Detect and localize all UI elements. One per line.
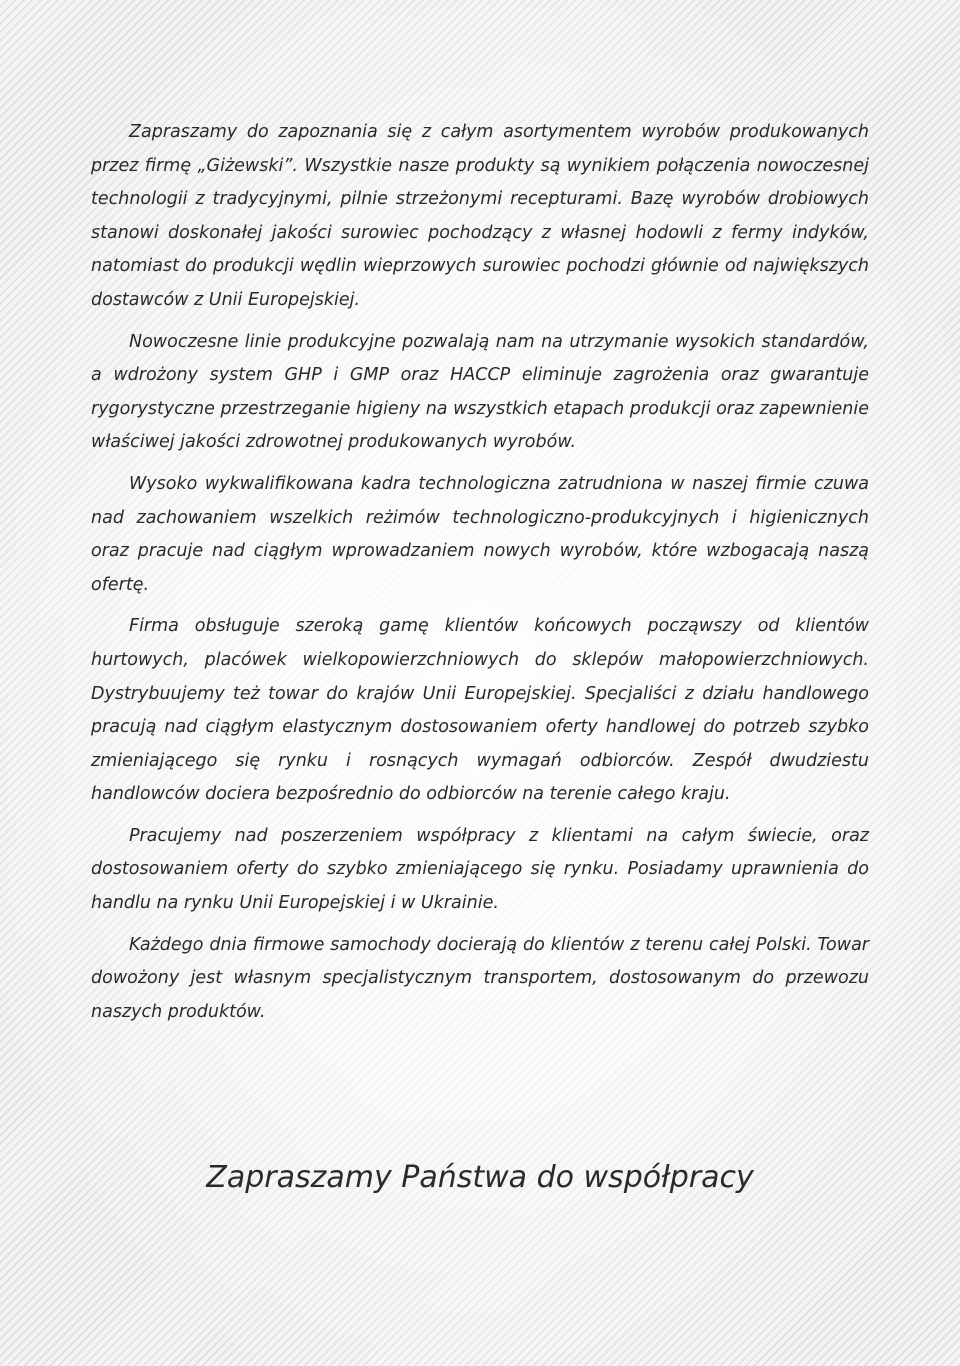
closing-invitation: Zapraszamy Państwa do współpracy — [206, 1160, 754, 1195]
paragraph-transport: Każdego dnia firmowe samochody docierają do klientów z terenu całej Polski. Towar dowożony jest własnym specjalistycznym transportem, dostosowanym do przewozu naszych produktów. — [91, 934, 869, 1022]
paragraph-production-lines: Nowoczesne linie produkcyjne pozwalają nam na utrzymanie wysokich standardów, a wdrożony system GHP i GMP oraz HACCP eliminuje zagrożenia oraz gwarantuje rygorystyczne przestrzeganie higieny na wszystkich etapach produkcji oraz zapewnienie właściwej jakości zdrowotnej produkowanych wyrobów. — [91, 331, 869, 453]
main-text-block — [91, 116, 869, 1037]
paragraph-technology-staff: Wysoko wykwalifikowana kadra technologiczna zatrudniona w naszej firmie czuwa nad zachowaniem wszelkich reżimów technologiczno-produkcyjnych i higienicznych oraz pracuje nad ciągłym wprowadzaniem nowych wyrobów, które wzbogacają naszą ofertę. — [91, 473, 869, 595]
paragraph-clients: Firma obsługuje szeroką gamę klientów końcowych począwszy od klientów hurtowych, placówek wielkopowierzchniowych do sklepów małopowierzchniowych. Dystrybuujemy też towar do krajów Unii Europejskiej. Specjaliści z działu handlowego pracują nad ciągłym elastycznym dostosowaniem oferty handlowej do potrzeb szybko zmieniającego się rynku i rosnących wymagań odbiorców. Zespół dwudziestu handlowców dociera bezpośrednio do odbiorców na terenie całego kraju. — [91, 616, 869, 805]
paragraph-cooperation: Pracujemy nad poszerzeniem współpracy z klientami na całym świecie, oraz dostosowaniem oferty do szybko zmieniającego się rynku. Posiadamy uprawnienia do handlu na rynku Unii Europejskiej i w Ukrainie. — [91, 825, 869, 914]
paragraph-intro: Zapraszamy do zapoznania się z całym asortymentem wyrobów produkowanych przez firmę „Giżewski”. Wszystkie nasze produkty są wynikiem połączenia nowoczesnej technologii z tradycyjnymi, pilnie strzeżonymi recepturami. Bazę wyrobów drobiowych stanowi doskonałej jakości surowiec pochodzący z własnej hodowli z fermy indyków, natomiast do produkcji wędlin wieprzowych surowiec pochodzi głównie od największych dostawców z Unii Europejskiej. — [91, 122, 869, 310]
